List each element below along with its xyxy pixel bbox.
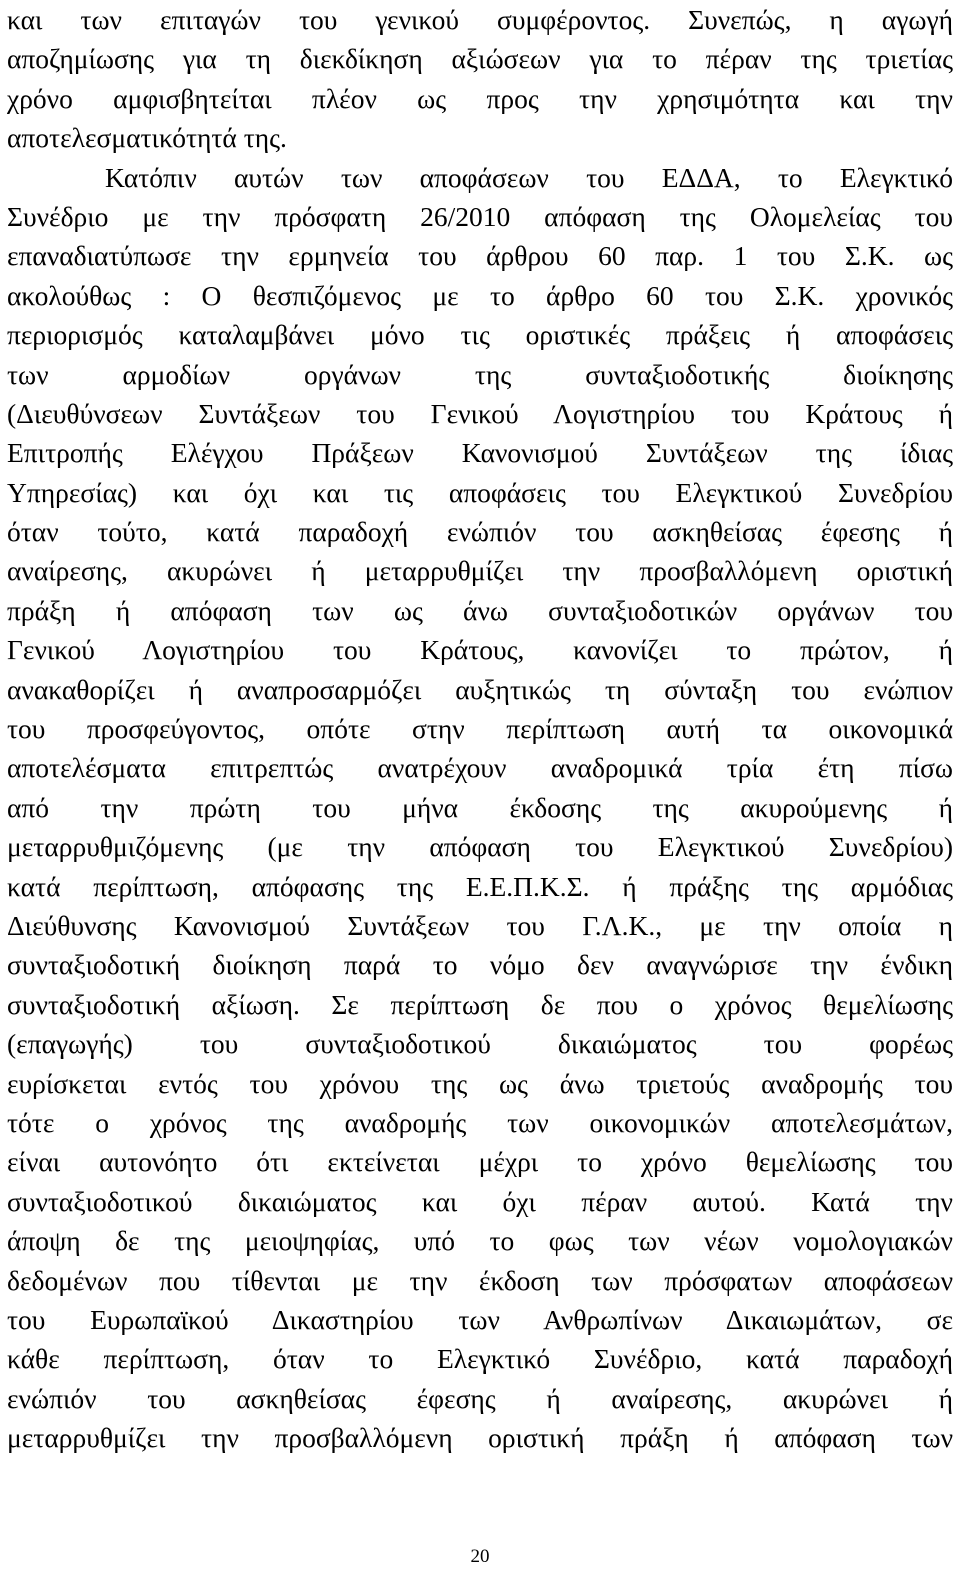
text-line: είναι αυτονόητο ότι εκτείνεται μέχρι το χρόνο θεμελίωσης του xyxy=(7,1146,953,1178)
text-line: και των επιταγών του γενικού συμφέροντος. Συνεπώς, η αγωγή xyxy=(7,4,953,35)
text-line: των αρμοδίων οργάνων της συνταξιοδοτικής διοίκησης xyxy=(7,358,953,390)
paragraph-first-line: Κατόπιν αυτών των αποφάσεων του ΕΔΔΑ, το Ελεγκτικό xyxy=(105,161,953,193)
text-line: άποψη δε της μειοψηφίας, υπό το φως των νέων νομολογιακών xyxy=(7,1225,953,1257)
text-line: επαναδιατύπωσε την ερμηνεία του άρθρου 60 παρ. 1 του Σ.Κ. ως xyxy=(7,240,953,272)
document-body xyxy=(7,0,953,1457)
text-line: (επαγωγής) του συνταξιοδοτικού δικαιώματος του φορέως xyxy=(7,1028,953,1060)
text-line: συνταξιοδοτική διοίκηση παρά το νόμο δεν αναγνώρισε την ένδικη xyxy=(7,949,953,981)
text-line: ευρίσκεται εντός του χρόνου της ως άνω τριετούς αναδρομής του xyxy=(7,1067,953,1099)
text-line: αποτελέσματα επιτρεπτώς ανατρέχουν αναδρομικά τρία έτη πίσω xyxy=(7,752,953,784)
text-line: αποτελεσματικότητά της. xyxy=(7,122,287,154)
page-number: 20 xyxy=(470,1546,490,1567)
text-line: ακολούθως : Ο θεσπιζόμενος με το άρθρο 60 του Σ.Κ. χρονικός xyxy=(7,279,953,311)
text-line: (Διευθύνσεων Συντάξεων του Γενικού Λογιστηρίου του Κράτους ή xyxy=(7,397,953,429)
text-line: ενώπιόν του ασκηθείσας έφεσης ή αναίρεσης, ακυρώνει ή xyxy=(7,1382,953,1414)
text-line: όταν τούτο, κατά παραδοχή ενώπιόν του ασκηθείσας έφεσης ή xyxy=(7,516,953,548)
text-line: Υπηρεσίας) και όχι και τις αποφάσεις του Ελεγκτικού Συνεδρίου xyxy=(7,476,953,508)
text-line: Διεύθυνσης Κανονισμού Συντάξεων του Γ.Λ.Κ., με την οποία η xyxy=(7,909,953,941)
text-line: Συνέδριο με την πρόσφατη 26/2010 απόφαση της Ολομελείας του xyxy=(7,200,953,232)
text-line: κάθε περίπτωση, όταν το Ελεγκτικό Συνέδριο, κατά παραδοχή xyxy=(7,1343,953,1375)
text-line: δεδομένων που τίθενται με την έκδοση των πρόσφατων αποφάσεων xyxy=(7,1264,953,1296)
text-line: από την πρώτη του μήνα έκδοσης της ακυρούμενης ή xyxy=(7,791,953,823)
text-line: αναίρεσης, ακυρώνει ή μεταρρυθμίζει την προσβαλλόμενη οριστική xyxy=(7,555,953,587)
text-line: ανακαθορίζει ή αναπροσαρμόζει αυξητικώς τη σύνταξη του ενώπιον xyxy=(7,673,953,705)
text-line: συνταξιοδοτικού δικαιώματος και όχι πέραν αυτού. Κατά την xyxy=(7,1185,953,1217)
text-line: συνταξιοδοτική αξίωση. Σε περίπτωση δε που ο χρόνος θεμελίωσης xyxy=(7,988,953,1020)
text-line: πράξη ή απόφαση των ως άνω συνταξιοδοτικών οργάνων του xyxy=(7,594,953,626)
text-line: του Ευρωπαϊκού Δικαστηρίου των Ανθρωπίνων Δικαιωμάτων, σε xyxy=(7,1303,953,1335)
text-line: Γενικού Λογιστηρίου του Κράτους, κανονίζει το πρώτον, ή xyxy=(7,634,953,666)
text-line: μεταρρυθμιζόμενης (με την απόφαση του Ελεγκτικού Συνεδρίου) xyxy=(7,831,953,863)
text-line: Επιτροπής Ελέγχου Πράξεων Κανονισμού Συντάξεων της ίδιας xyxy=(7,437,953,469)
text-line: του προσφεύγοντος, οπότε στην περίπτωση αυτή τα οικονομικά xyxy=(7,713,953,745)
text-line: μεταρρυθμίζει την προσβαλλόμενη οριστική πράξη ή απόφαση των xyxy=(7,1422,953,1454)
text-line: χρόνο αμφισβητείται πλέον ως προς την χρησιμότητα και την xyxy=(7,82,953,114)
text-line: κατά περίπτωση, απόφασης της Ε.Ε.Π.Κ.Σ. ή πράξης της αρμόδιας xyxy=(7,870,953,902)
text-line: αποζημίωσης για τη διεκδίκηση αξιώσεων για το πέραν της τριετίας xyxy=(7,43,953,75)
text-line: τότε ο χρόνος της αναδρομής των οικονομικών αποτελεσμάτων, xyxy=(7,1106,953,1138)
text-line: περιορισμός καταλαμβάνει μόνο τις οριστικές πράξεις ή αποφάσεις xyxy=(7,319,953,351)
